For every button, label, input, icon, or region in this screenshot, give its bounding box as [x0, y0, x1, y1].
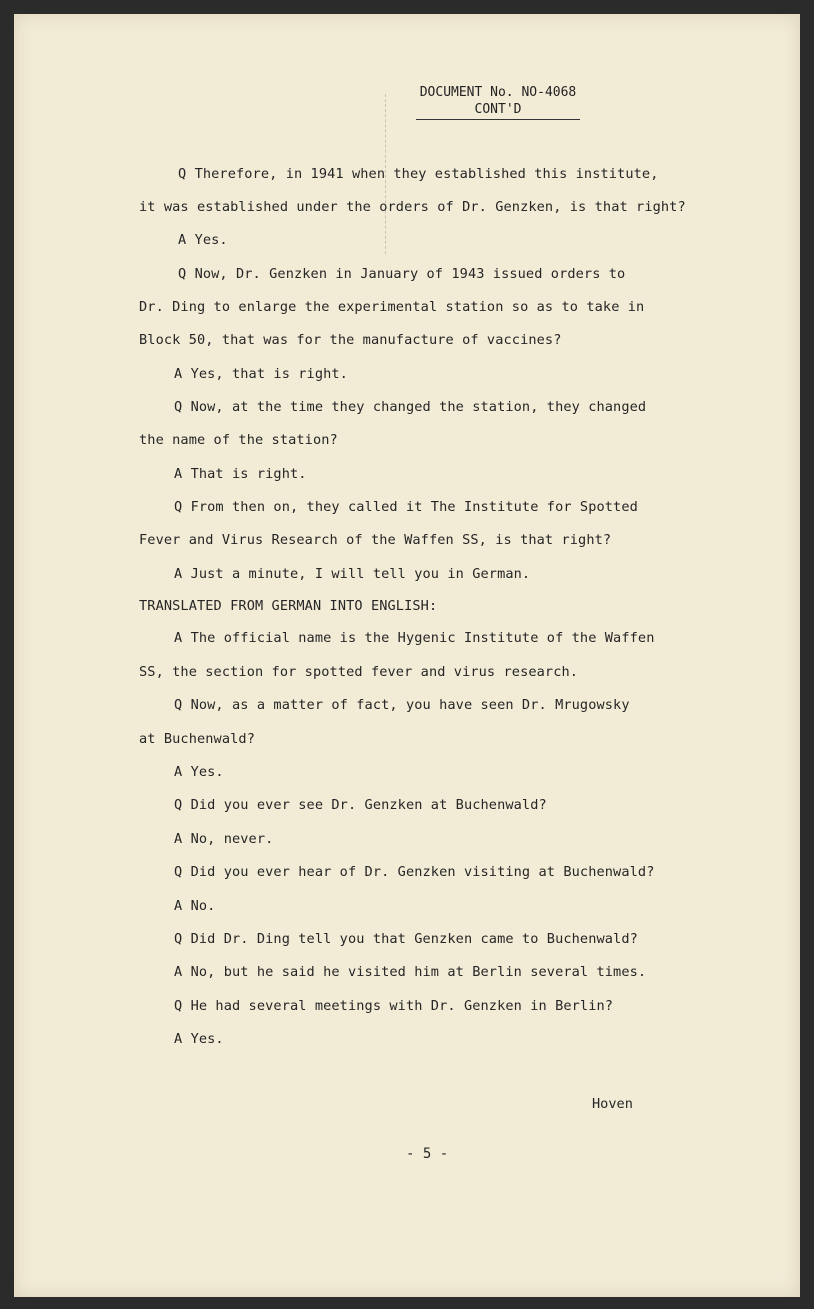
document-page [14, 14, 800, 1297]
transcript-line: Q Did you ever see Dr. Genzken at Buchenwald? [174, 797, 547, 813]
document-header [416, 84, 580, 120]
transcript-line: Q Did you ever hear of Dr. Genzken visiting at Buchenwald? [174, 864, 655, 880]
transcript-line: Q Now, at the time they changed the station, they changed [174, 399, 647, 415]
transcript-line: Q Did Dr. Ding tell you that Genzken came to Buchenwald? [174, 931, 638, 947]
transcript-line: A Yes, that is right. [174, 366, 348, 382]
transcript-line: A Yes. [174, 1031, 224, 1047]
transcript-line: Block 50, that was for the manufacture of vaccines? [139, 332, 562, 348]
transcript-line: A No, never. [174, 831, 274, 847]
transcript-line: A No, but he said he visited him at Berlin several times. [174, 964, 647, 980]
transcript-line: Q He had several meetings with Dr. Genzken in Berlin? [174, 998, 614, 1014]
transcript-line: Q Now, as a matter of fact, you have seen Dr. Mrugowsky [174, 697, 630, 713]
transcript-line: A That is right. [174, 466, 307, 482]
transcript-line: A The official name is the Hygenic Institute of the Waffen [174, 630, 655, 646]
transcript-line: Q Now, Dr. Genzken in January of 1943 issued orders to [178, 266, 626, 282]
transcript-line: it was established under the orders of Dr. Genzken, is that right? [139, 199, 686, 215]
transcript-line: SS, the section for spotted fever and virus research. [139, 664, 579, 680]
transcript-line: Q Therefore, in 1941 when they established this institute, [178, 166, 659, 182]
transcript-line: Q From then on, they called it The Institute for Spotted [174, 499, 638, 515]
continued-label: CONT'D [416, 101, 580, 120]
transcript-line: A Just a minute, I will tell you in German. [174, 566, 531, 582]
transcript-line: the name of the station? [139, 432, 338, 448]
transcript-line: A Yes. [178, 232, 228, 248]
page-number: - 5 - [406, 1146, 449, 1162]
transcript-heading: TRANSLATED FROM GERMAN INTO ENGLISH: [139, 598, 438, 614]
transcript-line: Dr. Ding to enlarge the experimental station so as to take in [139, 299, 645, 315]
transcript-line: A No. [174, 898, 216, 914]
witness-signature: Hoven [592, 1096, 633, 1112]
transcript-line: at Buchenwald? [139, 731, 255, 747]
document-number: DOCUMENT No. NO-4068 [419, 85, 577, 100]
transcript-line: A Yes. [174, 764, 224, 780]
transcript-line: Fever and Virus Research of the Waffen SS, is that right? [139, 532, 612, 548]
